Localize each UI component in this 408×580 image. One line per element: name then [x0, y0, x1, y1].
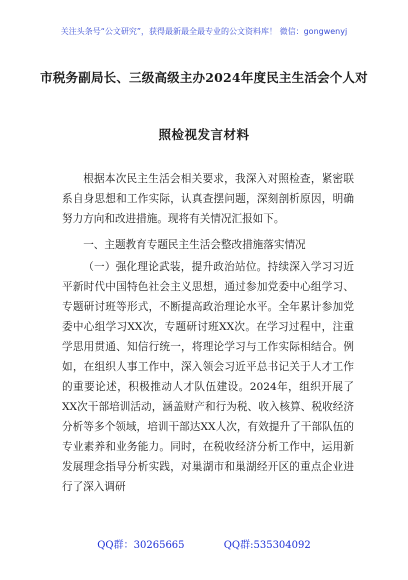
main-paragraph-block	[62, 257, 354, 497]
promo-banner: 关注头条号“公文研究”，获得最新最全最专业的公文资料库！ 微信：gongwenyj	[60, 27, 348, 36]
document-title-line-2: 照检视发言材料	[158, 127, 250, 142]
section-heading-block	[62, 235, 354, 255]
footer	[0, 536, 408, 551]
footer-qq-group-2: QQ群:535304092	[223, 540, 311, 551]
section-heading: 一、主题教育专题民主生活会整改措施落实情况	[83, 239, 306, 251]
main-paragraph: （一）强化理论武装，提升政治站位。持续深入学习习近平新时代中国特色社会主义思想，通过参加党委中心组学习、专题研讨班等形式，不断提高政治理论水平。全年累计参加党委中心组学习XX次，专题研讨班XX次。在学习过程中，注重学思用贯通、知信行统一，将理论学习与工作实际相结合。例如，在组织人事工作中，深入领会习近平总书记关于人才工作的重要论述，积极推动人才队伍建设。2024年，组织开展了XX次干部培训活动，涵盖财产和行为税、收入核算、税收经济分析等多个领域，培训干部达XX人次，有效提升了干部队伍的专业素养和业务能力。同时，在税收经济分析工作中，运用新发展理念指导分析实践，对巢湖市和巢湖经开区的重点企业进行了深入调研	[62, 261, 354, 493]
intro-paragraph: 根据本次民主生活会相关要求，我深入对照检查，紧密联系自身思想和工作实际，认真查摆问题，深刻剖析原因，明确努力方向和改进措施。现将有关情况汇报如下。	[62, 173, 354, 225]
document-title-line-1: 市税务副局长、三级高级主办2024年度民主生活会个人对	[40, 70, 368, 85]
footer-qq-group-1: QQ群：30265665	[97, 540, 185, 551]
intro-paragraph-block	[62, 169, 354, 229]
